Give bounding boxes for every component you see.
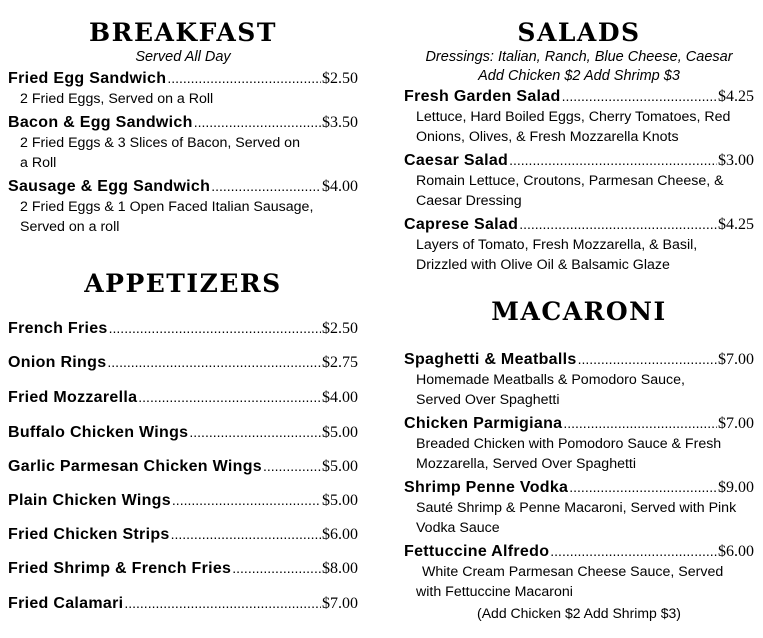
menu-item	[8, 593, 358, 614]
item-description: a Roll	[20, 155, 57, 171]
dot-leader	[109, 318, 321, 339]
item-description: Sauté Shrimp & Penne Macaroni, Served with Pink	[416, 500, 737, 516]
item-price: $2.50	[322, 320, 358, 337]
item-description: Layers of Tomato, Fresh Mozzarella, & Basil,	[416, 237, 698, 253]
dot-leader	[194, 112, 321, 133]
salads-subtitle: Dressings: Italian, Ranch, Blue Cheese, Caesar	[425, 49, 733, 65]
item-price: $4.25	[718, 88, 754, 105]
dot-leader	[171, 524, 321, 545]
item-name: Sausage & Egg Sandwich	[8, 178, 211, 195]
dot-leader	[562, 86, 717, 107]
dot-leader	[519, 214, 717, 235]
item-name: Chicken Parmigiana	[404, 415, 563, 432]
dot-leader	[263, 456, 321, 477]
macaroni-items	[404, 349, 754, 623]
item-price: $7.00	[322, 595, 358, 612]
dot-leader	[211, 176, 321, 197]
item-name: Plain Chicken Wings	[8, 492, 171, 509]
menu-item	[8, 68, 358, 89]
dot-leader	[550, 541, 717, 562]
item-name: French Fries	[8, 320, 108, 337]
item-description: Drizzled with Olive Oil & Balsamic Glaze	[416, 257, 670, 273]
menu-item	[404, 150, 754, 171]
item-description: Vodka Sauce	[416, 520, 500, 536]
item-name: Bacon & Egg Sandwich	[8, 114, 193, 131]
item-description: Served Over Spaghetti	[416, 392, 560, 408]
item-price: $4.00	[322, 178, 358, 195]
menu-item	[8, 112, 358, 133]
macaroni-section	[404, 297, 754, 327]
item-name: Fried Calamari	[8, 595, 124, 612]
item-price: $2.75	[322, 354, 358, 371]
breakfast-section	[8, 18, 358, 237]
menu-item	[8, 524, 358, 545]
item-price: $2.50	[322, 70, 358, 87]
item-price: $9.00	[718, 479, 754, 496]
item-name: Fried Mozzarella	[8, 389, 138, 406]
salads-section	[404, 18, 754, 275]
item-price: $7.00	[718, 415, 754, 432]
item-description: White Cream Parmesan Cheese Sauce, Served	[422, 564, 724, 580]
dot-leader	[232, 558, 321, 579]
dot-leader	[578, 349, 717, 370]
item-description: 2 Fried Eggs & 3 Slices of Bacon, Served on	[20, 135, 300, 151]
menu-item	[8, 456, 358, 477]
dot-leader	[172, 490, 321, 511]
appetizers-heading: APPETIZERS	[84, 269, 282, 298]
dot-leader	[509, 150, 717, 171]
item-name: Spaghetti & Meatballs	[404, 351, 577, 368]
menu-item	[8, 490, 358, 511]
dot-leader	[124, 593, 321, 614]
item-name: Fettuccine Alfredo	[404, 543, 550, 560]
dot-leader	[569, 477, 717, 498]
dot-leader	[563, 413, 717, 434]
menu-item	[8, 318, 358, 339]
appetizers-section	[8, 269, 358, 299]
item-price: $4.00	[322, 389, 358, 406]
item-description: with Fettuccine Macaroni	[416, 584, 573, 600]
menu-item	[404, 86, 754, 107]
macaroni-addons: (Add Chicken $2 Add Shrimp $3)	[477, 605, 681, 621]
item-name: Fried Shrimp & French Fries	[8, 560, 232, 577]
item-name: Caesar Salad	[404, 152, 509, 169]
macaroni-heading: MACARONI	[491, 297, 667, 326]
item-description: 2 Fried Eggs, Served on a Roll	[20, 91, 214, 107]
item-description: Onions, Olives, & Fresh Mozzarella Knots	[416, 129, 679, 145]
menu-item	[404, 413, 754, 434]
menu-item	[8, 558, 358, 579]
item-name: Shrimp Penne Vodka	[404, 479, 569, 496]
dot-leader	[107, 352, 321, 373]
salads-heading: SALADS	[517, 18, 641, 47]
menu-item	[8, 352, 358, 373]
item-price: $5.00	[322, 492, 358, 509]
item-description: Breaded Chicken with Pomodoro Sauce & Fresh	[416, 436, 722, 452]
item-name: Fried Egg Sandwich	[8, 70, 167, 87]
breakfast-subtitle: Served All Day	[135, 49, 231, 65]
breakfast-heading: BREAKFAST	[89, 18, 277, 47]
item-name: Garlic Parmesan Chicken Wings	[8, 458, 262, 475]
item-description: 2 Fried Eggs & 1 Open Faced Italian Sausage,	[20, 199, 314, 215]
item-description: Homemade Meatballs & Pomodoro Sauce,	[416, 372, 685, 388]
item-price: $6.00	[718, 543, 754, 560]
item-name: Fresh Garden Salad	[404, 88, 561, 105]
menu-item	[404, 477, 754, 498]
item-name: Buffalo Chicken Wings	[8, 424, 189, 441]
item-description: Mozzarella, Served Over Spaghetti	[416, 456, 637, 472]
item-description: Lettuce, Hard Boiled Eggs, Cherry Tomatoes, Red	[416, 109, 731, 125]
dot-leader	[189, 422, 321, 443]
item-price: $8.00	[322, 560, 358, 577]
menu-item	[404, 349, 754, 370]
item-description: Romain Lettuce, Croutons, Parmesan Cheese, &	[416, 173, 724, 189]
item-description: Caesar Dressing	[416, 193, 522, 209]
menu-item	[404, 541, 754, 562]
item-name: Caprese Salad	[404, 216, 519, 233]
item-price: $4.25	[718, 216, 754, 233]
item-price: $7.00	[718, 351, 754, 368]
item-name: Onion Rings	[8, 354, 107, 371]
dot-leader	[167, 68, 321, 89]
item-price: $5.00	[322, 458, 358, 475]
menu-item	[8, 176, 358, 197]
item-price: $3.50	[322, 114, 358, 131]
item-name: Fried Chicken Strips	[8, 526, 170, 543]
menu-item	[8, 422, 358, 443]
item-description: Served on a roll	[20, 219, 120, 235]
menu-item	[404, 214, 754, 235]
item-price: $3.00	[718, 152, 754, 169]
menu-item	[8, 387, 358, 408]
item-price: $5.00	[322, 424, 358, 441]
salads-addons: Add Chicken $2 Add Shrimp $3	[478, 68, 680, 84]
item-price: $6.00	[322, 526, 358, 543]
dot-leader	[138, 387, 321, 408]
